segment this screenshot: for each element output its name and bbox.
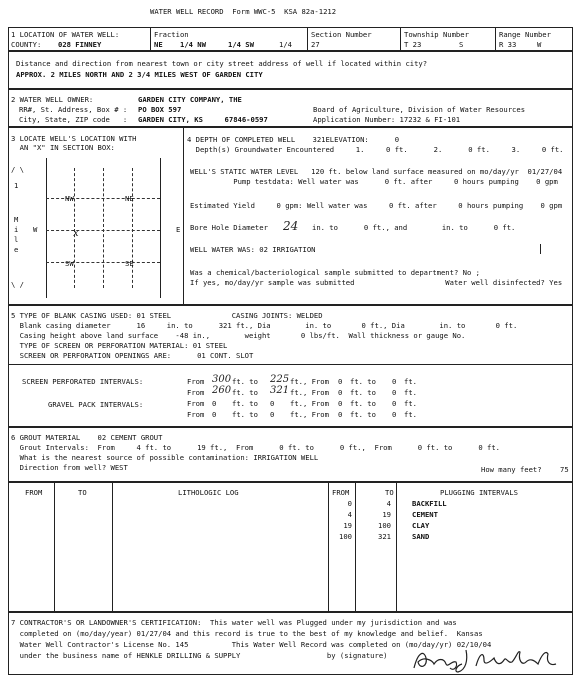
perforated-label: SCREEN PERFORATED INTERVALS: <box>22 377 144 386</box>
interval-row-0-cell-4: ft., From <box>290 377 329 386</box>
township-direction: S <box>459 40 464 49</box>
interval-row-0-cell-0: From <box>187 377 205 386</box>
interval-row-2-cell-7: 0 <box>392 399 397 408</box>
grid-left-edge <box>46 158 47 298</box>
fraction-q4: 1/4 <box>279 40 292 49</box>
log-header-from2: FROM <box>332 488 350 497</box>
grid-dash-h3 <box>46 262 160 263</box>
plugging-row-2-material: CLAY <box>412 521 430 530</box>
interval-row-2-cell-2: ft. to <box>232 399 258 408</box>
certification-line-1: 7 CONTRACTOR'S OR LANDOWNER'S CERTIFICATION: This water well was Plugged under my jurisdiction and was <box>11 618 457 627</box>
divider <box>307 27 308 51</box>
interval-row-2-cell-3: 0 <box>270 399 275 408</box>
form-title: WATER WELL RECORD Form WWC-5 KSA 82a-1212 <box>150 7 337 16</box>
grid-dash-h1 <box>46 198 160 199</box>
interval-row-3-cell-4: ft., From <box>290 410 329 419</box>
log-divider <box>328 482 329 612</box>
plugging-row-1-to: 19 <box>382 510 391 519</box>
log-divider <box>54 482 55 612</box>
bore-hole-diameter: 24 <box>283 219 299 233</box>
screen-openings: SCREEN OR PERFORATION OPENINGS ARE: 01 CONT. SLOT <box>11 351 254 360</box>
grid-dash-v2 <box>103 168 104 288</box>
fraction-q3: 1/4 SW <box>228 40 254 49</box>
casing-height: Casing height above land surface -48 in., weight 0 lbs/ft. Wall thickness or gauge No. <box>11 331 466 340</box>
interval-row-2-cell-5: 0 <box>338 399 343 408</box>
interval-row-1-cell-5: 0 <box>338 388 343 397</box>
city-label: City, State, ZIP code : <box>19 115 128 124</box>
log-divider <box>355 482 356 612</box>
chemical-sample: Was a chemical/bacteriological sample submitted to department? No ; <box>190 268 480 277</box>
bore-hole-label: Bore Hole Diameter <box>190 223 268 232</box>
log-header-plugging: PLUGGING INTERVALS <box>440 488 518 497</box>
plugging-row-1-from: 4 <box>347 510 352 519</box>
interval-row-0-cell-8: ft. <box>404 377 417 386</box>
range-value: R 33 <box>499 40 517 49</box>
tick-mark <box>540 244 541 254</box>
grid-dash-v3 <box>132 168 133 288</box>
interval-row-1-cell-8: ft. <box>404 388 417 397</box>
interval-row-3-cell-7: 0 <box>392 410 397 419</box>
board-text: Board of Agriculture, Division of Water Resources <box>313 105 526 114</box>
log-header-to: TO <box>78 488 87 497</box>
plugging-row-0-material: BACKFILL <box>412 499 447 508</box>
slash-top: / \ <box>11 165 24 174</box>
address-value: PO BOX 597 <box>138 105 182 114</box>
range-direction: W <box>537 40 542 49</box>
how-many-feet-label: How many feet? <box>481 465 542 474</box>
casing-diameter: Blank casing diameter 16 in. to 321 ft., Dia in. to 0 ft., Dia in. to 0 ft. <box>11 321 518 330</box>
bore-hole-depths: in. to 0 ft., and in. to 0 ft. <box>312 223 516 232</box>
address-label: RR#, St. Address, Box # : <box>19 105 128 114</box>
mile-e: e <box>14 245 19 254</box>
certification-line-3: Water Well Contractor's License No. 145 This Water Well Record was completed on (mo/day/yr) 02/10/04 <box>11 640 492 649</box>
section-number-value: 27 <box>311 40 320 49</box>
interval-row-0-cell-2: ft. to <box>232 377 258 386</box>
grout-intervals: Grout Intervals: From 4 ft. to 19 ft., From 0 ft. to 0 ft., From 0 ft. to 0 ft. <box>11 443 500 452</box>
mile-m: M <box>14 215 19 224</box>
static-water-level: WELL'S STATIC WATER LEVEL 120 ft. below land surface measured on mo/day/yr 01/27/04 <box>190 167 563 176</box>
locate-label-1: 3 LOCATE WELL'S LOCATION WITH <box>11 134 137 143</box>
plugging-row-1-material: CEMENT <box>412 510 438 519</box>
county-value: 028 FINNEY <box>58 40 102 49</box>
divider <box>150 27 151 51</box>
city-value: GARDEN CITY, KS 67846-0597 <box>138 115 268 124</box>
section-number-label: Section Number <box>311 30 372 39</box>
quadrant-nw: NW <box>65 194 74 203</box>
interval-row-2-cell-4: ft., From <box>290 399 329 408</box>
groundwater-encountered: Depth(s) Groundwater Encountered 1. 0 ft. 2. 0 ft. 3. 0 ft. <box>187 145 564 154</box>
quadrant-sw: SW <box>65 259 74 268</box>
divider <box>400 27 401 51</box>
location-label: 1 LOCATION OF WATER WELL: <box>11 30 120 39</box>
log-header-lithologic: LITHOLOGIC LOG <box>178 488 239 497</box>
fraction-label: Fraction <box>154 30 189 39</box>
grid-dash-h2 <box>46 230 160 231</box>
estimated-yield: Estimated Yield 0 gpm: Well water was 0 ft. after 0 hours pumping 0 gpm <box>190 201 563 210</box>
interval-row-1-cell-1: 260 <box>212 385 232 396</box>
plugging-row-3-material: SAND <box>412 532 430 541</box>
interval-row-0-cell-6: ft. to <box>350 377 376 386</box>
certification-line-2: completed on (mo/day/year) 01/27/04 and this record is true to the best of my knowledge and belief. Kansas <box>11 629 483 638</box>
plugging-row-3-from: 100 <box>339 532 352 541</box>
contamination-source: What is the nearest source of possible contamination: IRRIGATION WELL <box>11 453 319 462</box>
how-many-feet-value: 75 <box>560 465 569 474</box>
locate-label-2: AN "X" IN SECTION BOX: <box>11 143 115 152</box>
interval-row-1-cell-3: 321 <box>270 385 290 396</box>
section-grid <box>28 158 173 298</box>
range-label: Range Number <box>499 30 551 39</box>
interval-row-1-cell-0: From <box>187 388 205 397</box>
screen-material: TYPE OF SCREEN OR PERFORATION MATERIAL: 01 STEEL <box>11 341 228 350</box>
interval-row-2-cell-0: From <box>187 399 205 408</box>
interval-row-1-cell-6: ft. to <box>350 388 376 397</box>
pump-test-data: Pump testdata: Well water was 0 ft. after 0 hours pumping 0 gpm <box>190 177 558 186</box>
interval-row-3-cell-3: 0 <box>270 410 275 419</box>
interval-row-3-cell-1: 0 <box>212 410 217 419</box>
divider <box>8 364 573 365</box>
plugging-row-2-to: 100 <box>378 521 391 530</box>
certification-line-4: under the business name of HENKLE DRILLING & SUPPLY by (signature) <box>11 651 388 660</box>
owner-label: 2 WATER WELL OWNER: <box>11 95 94 104</box>
interval-row-0-cell-7: 0 <box>392 377 397 386</box>
gravel-label: GRAVEL PACK INTERVALS: <box>48 400 144 409</box>
interval-row-1-cell-2: ft. to <box>232 388 258 397</box>
contractor-signature <box>410 644 570 674</box>
application-number: Application Number: 17232 & FI-101 <box>313 115 461 124</box>
log-divider <box>396 482 397 612</box>
interval-row-3-cell-0: From <box>187 410 205 419</box>
interval-row-2-cell-8: ft. <box>404 399 417 408</box>
plugging-row-3-to: 321 <box>378 532 391 541</box>
plugging-row-2-from: 19 <box>343 521 352 530</box>
interval-row-0-cell-3: 225 <box>270 374 290 385</box>
interval-row-1-cell-4: ft., From <box>290 388 329 397</box>
sample-submitted: If yes, mo/day/yr sample was submitted Water well disinfected? Yes <box>190 278 563 287</box>
interval-row-3-cell-8: ft. <box>404 410 417 419</box>
quadrant-se: SE <box>125 259 134 268</box>
divider <box>183 127 184 305</box>
interval-row-3-cell-2: ft. to <box>232 410 258 419</box>
log-header-to2: TO <box>385 488 394 497</box>
plugging-row-0-to: 4 <box>386 499 391 508</box>
township-value: T 23 <box>404 40 422 49</box>
plugging-row-0-from: 0 <box>347 499 352 508</box>
interval-row-1-cell-7: 0 <box>392 388 397 397</box>
owner-value: GARDEN CITY COMPANY, THE <box>138 95 242 104</box>
county-label: COUNTY: <box>11 40 42 49</box>
slash-bottom: \ / <box>11 280 24 289</box>
grout-material: 6 GROUT MATERIAL 02 CEMENT GROUT <box>11 433 163 442</box>
mile-i: i <box>14 225 19 234</box>
mile-l: l <box>14 235 19 244</box>
contamination-direction: Direction from well? WEST <box>11 463 128 472</box>
compass-e: E <box>176 225 181 234</box>
compass-w: W <box>33 225 38 234</box>
log-header-from: FROM <box>25 488 43 497</box>
casing-type: 5 TYPE OF BLANK CASING USED: 01 STEEL CASING JOINTS: WELDED <box>11 311 323 320</box>
interval-row-3-cell-5: 0 <box>338 410 343 419</box>
depth-completed: 4 DEPTH OF COMPLETED WELL 321ELEVATION: 0 <box>187 135 400 144</box>
divider <box>495 27 496 51</box>
interval-row-0-cell-5: 0 <box>338 377 343 386</box>
township-label: Township Number <box>404 30 469 39</box>
grid-right-edge <box>160 158 161 298</box>
interval-row-0-cell-1: 300 <box>212 374 232 385</box>
quadrant-ne: NE <box>125 194 134 203</box>
interval-row-2-cell-6: ft. to <box>350 399 376 408</box>
fraction-q1: NE <box>154 40 163 49</box>
interval-row-2-cell-1: 0 <box>212 399 217 408</box>
log-divider <box>112 482 113 612</box>
interval-row-3-cell-6: ft. to <box>350 410 376 419</box>
well-location-x: x <box>73 228 79 239</box>
distance-question: Distance and direction from nearest town or city street address of well if located within city? <box>16 59 428 68</box>
mile-1: 1 <box>14 181 19 190</box>
fraction-q2: 1/4 NW <box>180 40 206 49</box>
distance-answer: APPROX. 2 MILES NORTH AND 2 3/4 MILES WEST OF GARDEN CITY <box>16 70 263 79</box>
well-water-use: WELL WATER WAS: 02 IRRIGATION <box>190 245 316 254</box>
